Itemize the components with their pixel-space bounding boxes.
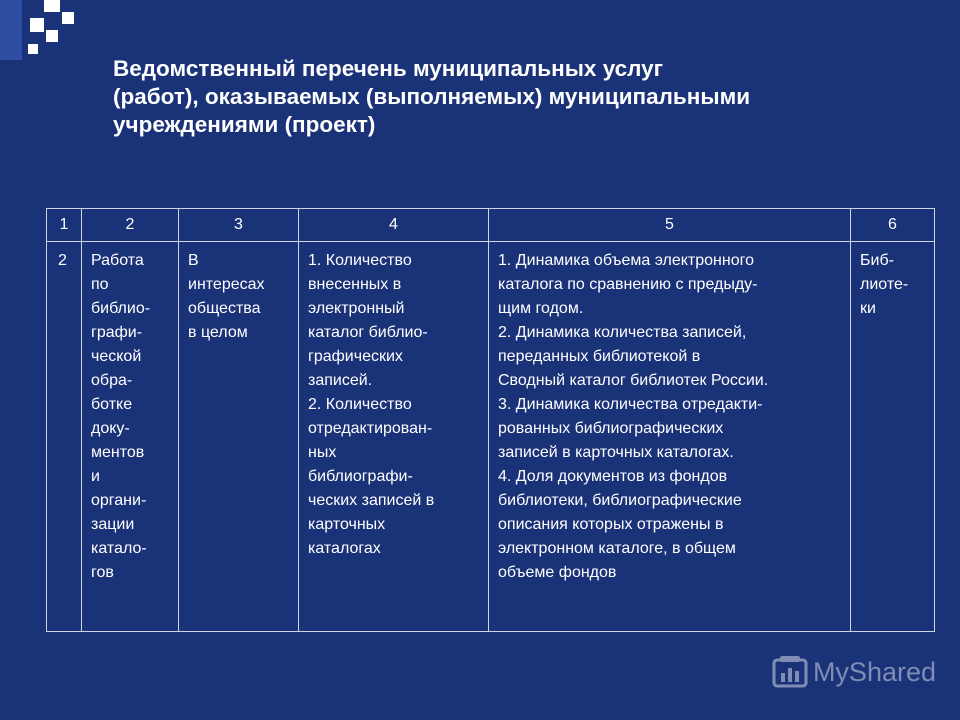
cell-line: 2. Динамика количества записей, — [498, 324, 747, 341]
cell-line: электронный — [308, 300, 405, 317]
cell-line: карточных — [308, 516, 386, 533]
header-cell: 3 — [179, 209, 299, 242]
title-line: Ведомственный перечень муниципальных услуг — [113, 56, 664, 81]
cell-volume-indicators — [299, 242, 489, 632]
cell-line: В — [188, 252, 199, 269]
cell-line: графических — [308, 348, 403, 365]
cell-line: обра- — [91, 372, 133, 389]
myshared-logo-icon — [771, 655, 809, 689]
header-cell: 2 — [82, 209, 179, 242]
cell-line: рованных библиографических — [498, 420, 724, 437]
cell-line: записей в карточных каталогах. — [498, 444, 734, 461]
slide-title — [113, 55, 913, 139]
watermark-text: MyShared — [812, 656, 936, 687]
header-cell: 5 — [489, 209, 851, 242]
cell-line: 4. Доля документов из фондов — [498, 468, 728, 485]
cell-line: катало- — [91, 540, 147, 557]
cell-consumer — [179, 242, 299, 632]
header-cell: 4 — [299, 209, 489, 242]
cell-line: каталог библио- — [308, 324, 428, 341]
cell-line: каталогах — [308, 540, 381, 557]
corner-decoration — [0, 0, 90, 70]
cell-line: ных — [308, 444, 337, 461]
cell-line: по — [91, 276, 109, 293]
cell-line: внесенных в — [308, 276, 402, 293]
services-table — [46, 208, 935, 632]
cell-line: интересах — [188, 276, 265, 293]
cell-line: отредактирован- — [308, 420, 433, 437]
cell-line: переданных библиотекой в — [498, 348, 701, 365]
cell-line: ботке — [91, 396, 133, 413]
cell-line: каталога по сравнению с предыду- — [498, 276, 758, 293]
cell-line: 1. Динамика объема электронного — [498, 252, 755, 269]
cell-line: электронном каталоге, в общем — [498, 540, 736, 557]
cell-number — [47, 242, 82, 632]
cell-line: ки — [860, 300, 876, 317]
cell-line: описания которых отражены в — [498, 516, 724, 533]
cell-institutions — [851, 242, 935, 632]
cell-line: ческой — [91, 348, 142, 365]
title-line: (работ), оказываемых (выполняемых) муниципальными — [113, 84, 751, 109]
cell-line: Работа — [91, 252, 144, 269]
cell-line: гов — [91, 564, 114, 581]
cell-line: доку- — [91, 420, 130, 437]
cell-line: объеме фондов — [498, 564, 617, 581]
cell-text: 2 — [58, 252, 67, 269]
cell-line: органи- — [91, 492, 147, 509]
title-line: учреждениями (проект) — [113, 112, 376, 137]
cell-line: зации — [91, 516, 135, 533]
cell-line: ментов — [91, 444, 145, 461]
cell-service-name — [82, 242, 179, 632]
cell-line: библиотеки, библиографические — [498, 492, 742, 509]
header-cell: 6 — [851, 209, 935, 242]
cell-line: 3. Динамика количества отредакти- — [498, 396, 763, 413]
cell-line: лиоте- — [860, 276, 909, 293]
cell-quality-indicators — [489, 242, 851, 632]
cell-line: ческих записей в — [308, 492, 435, 509]
cell-line: записей. — [308, 372, 373, 389]
cell-line: и — [91, 468, 100, 485]
table-header-row — [47, 209, 935, 242]
cell-line: 2. Количество — [308, 396, 412, 413]
cell-line: Биб- — [860, 252, 894, 269]
cell-line: щим годом. — [498, 300, 584, 317]
cell-line: в целом — [188, 324, 248, 341]
cell-line: графи- — [91, 324, 143, 341]
cell-line: Сводный каталог библиотек России. — [498, 372, 769, 389]
cell-line: 1. Количество — [308, 252, 412, 269]
watermark — [771, 655, 936, 689]
cell-line: библио- — [91, 300, 151, 317]
header-cell: 1 — [47, 209, 82, 242]
cell-line: библиографи- — [308, 468, 413, 485]
table-row — [47, 242, 935, 632]
cell-line: общества — [188, 300, 261, 317]
